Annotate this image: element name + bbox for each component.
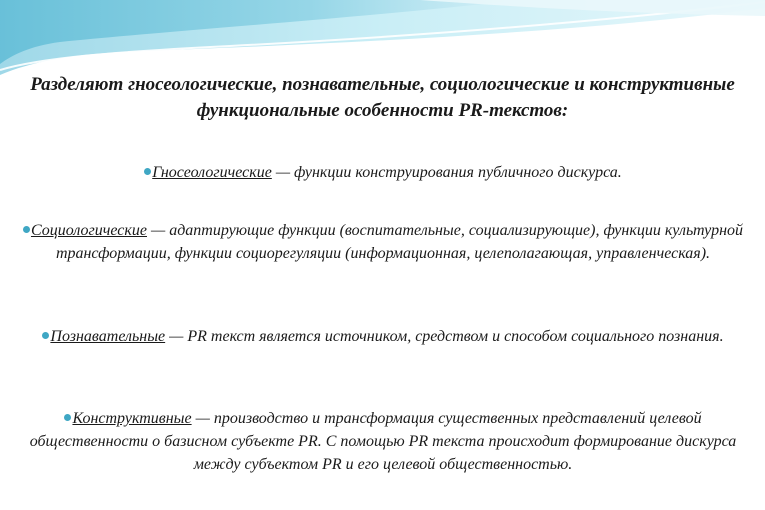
list-item [8,219,758,265]
bullet-icon [144,168,151,175]
list-item [8,407,758,476]
bullet-icon [64,414,71,421]
item-term: Гносеологические [152,164,272,181]
list-item [8,161,758,184]
item-text: — адаптирующие функции (воспитательные, социализирующие), функции культурной трансформации, функции социорегуляции (информационная, целеполагающая, управленческая). [55,222,744,262]
item-text: — производство и трансформация существенных представлений целевой общественности о базисном субъекте PR. С помощью PR текста происходит формирование дискурса между субъектом PR и его целевой общественностью. [29,410,737,473]
bullet-icon [42,332,49,339]
slide-title: Разделяют гносеологические, познавательные, социологические и конструктивные функциональные особенности PR-текстов: [30,74,735,121]
item-text: — PR текст является источником, средством и способом социального познания. [165,328,724,345]
header-wave-decoration [0,0,765,80]
list-item [8,325,758,348]
item-term: Конструктивные [72,410,192,427]
item-term: Социологические [30,222,147,239]
bullet-icon [23,226,30,233]
item-term: Познавательные [50,328,166,345]
item-text: — функции конструирования публичного дискурса. [271,164,622,181]
